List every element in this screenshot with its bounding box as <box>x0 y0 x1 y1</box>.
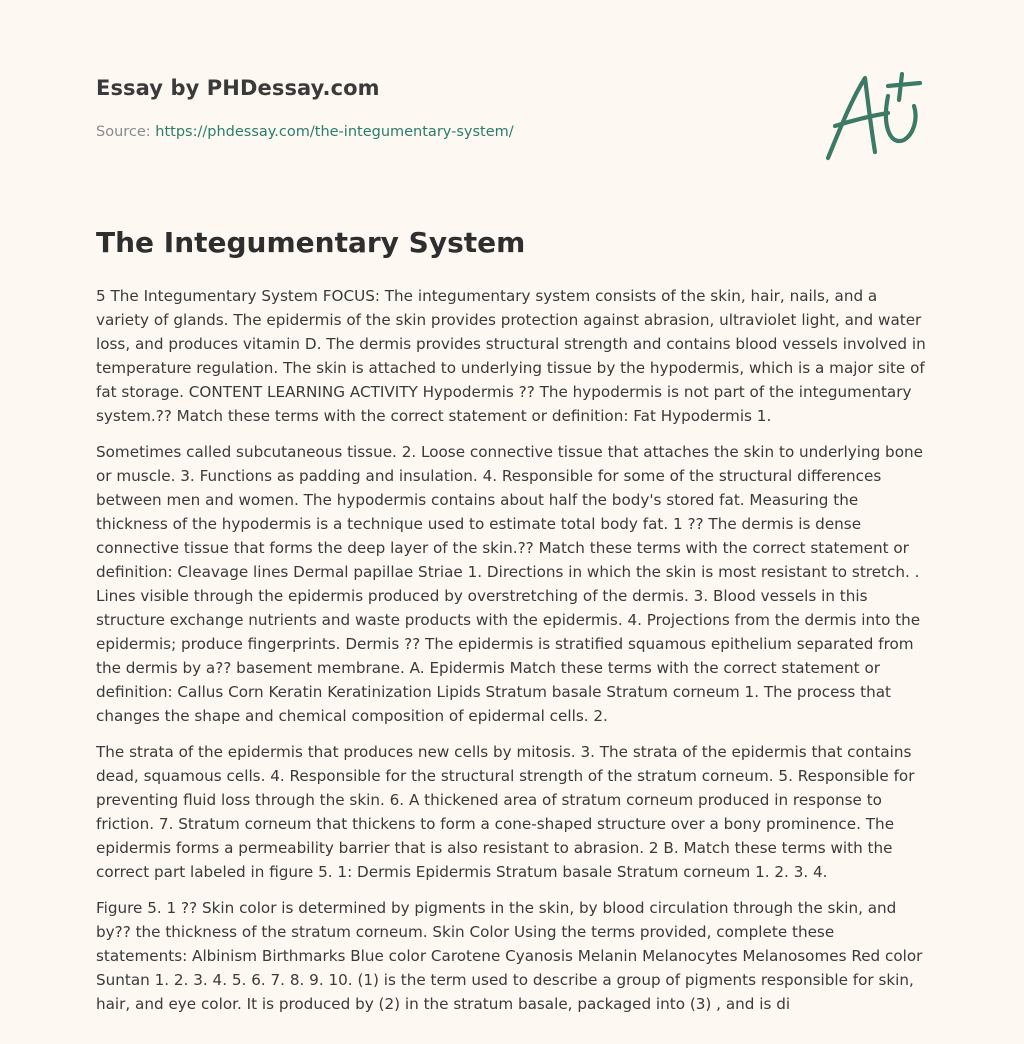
a-plus-logo-icon <box>818 66 930 166</box>
source-label: Source: <box>96 124 156 140</box>
article-paragraph: The strata of the epidermis that produces new cells by mitosis. 3. The strata of the epidermis that contains dead, squamous cells. 4. Responsible for the structural strength of the stratum corneum. 5. Responsible for preventing fluid loss through the skin. 6. A thickened area of stratum corneum produced in response to friction. 7. Stratum corneum that thickens to form a cone-shaped structure over a bony prominence. The epidermis forms a permeability barrier that is also resistant to abrasion. 2 B. Match these terms with the correct part labeled in figure 5. 1: Dermis Epidermis Stratum basale Stratum corneum 1. 2. 3. 4. <box>96 743 915 881</box>
source-line <box>96 124 514 140</box>
site-brand: Essay by PHDessay.com <box>96 76 380 100</box>
article-paragraph: 5 The Integumentary System FOCUS: The integumentary system consists of the skin, hair, nails, and a variety of glands. The epidermis of the skin provides protection against abrasion, ultraviolet light, and water loss, and produces vitamin D. The dermis provides structural strength and contains blood vessels involved in temperature regulation. The skin is attached to underlying tissue by the hypodermis, which is a major site of fat storage. CONTENT LEARNING ACTIVITY Hypodermis ?? The hypodermis is not part of the integumentary system.?? Match these terms with the correct statement or definition: Fat Hypodermis 1. <box>96 287 926 425</box>
source-link[interactable]: https://phdessay.com/the-integumentary-system/ <box>155 124 514 140</box>
article-body <box>96 284 928 1028</box>
article-paragraph: Figure 5. 1 ?? Skin color is determined by pigments in the skin, by blood circulation through the skin, and by?? the thickness of the stratum corneum. Skin Color Using the terms provided, complete these statements: Albinism Birthmarks Blue color Carotene Cyanosis Melanin Melanocytes Melanosomes Red color Suntan 1. 2. 3. 4. 5. 6. 7. 8. 9. 10. (1) is the term used to describe a group of pigments responsible for skin, hair, and eye color. It is produced by (2) in the stratum basale, packaged into (3) , and is di <box>96 899 923 1013</box>
article-title: The Integumentary System <box>96 226 526 259</box>
article-paragraph: Sometimes called subcutaneous tissue. 2. Loose connective tissue that attaches the skin to underlying bone or muscle. 3. Functions as padding and insulation. 4. Responsible for some of the structural differences between men and women. The hypodermis contains about half the body's stored fat. Measuring the thickness of the hypodermis is a technique used to estimate total body fat. 1 ?? The dermis is dense connective tissue that forms the deep layer of the skin.?? Match these terms with the correct statement or definition: Cleavage lines Dermal papillae Striae 1. Directions in which the skin is most resistant to stretch. . Lines visible through the epidermis produced by overstretching of the dermis. 3. Blood vessels in this structure exchange nutrients and waste products with the epidermis. 4. Projections from the dermis into the epidermis; produce fingerprints. Dermis ?? The epidermis is stratified squamous epithelium separated from the dermis by a?? basement membrane. A. Epidermis Match these terms with the correct statement or definition: Callus Corn Keratin Keratinization Lipids Stratum basale Stratum corneum 1. The process that changes the shape and chemical composition of epidermal cells. 2. <box>96 443 923 725</box>
